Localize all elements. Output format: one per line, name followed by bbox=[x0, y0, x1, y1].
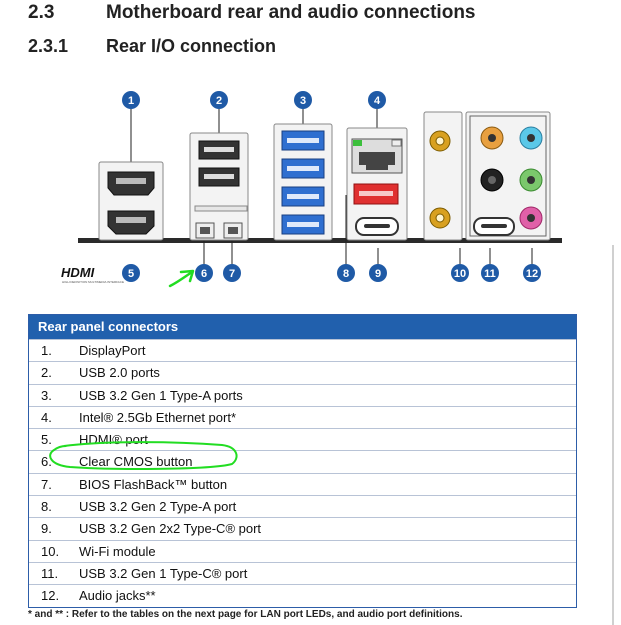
callout-5 bbox=[122, 264, 140, 282]
table-row bbox=[29, 406, 576, 428]
callout-11 bbox=[481, 264, 499, 282]
svg-text:HIGH DEFINITION MULTIMEDIA INT: HIGH DEFINITION MULTIMEDIA INTERFACE bbox=[62, 280, 124, 284]
callout-1 bbox=[122, 91, 140, 109]
usb2-housing bbox=[190, 133, 248, 240]
page-edge-line bbox=[612, 245, 614, 625]
callout-10 bbox=[451, 264, 469, 282]
row-label: DisplayPort bbox=[79, 343, 146, 358]
lan-usb-housing bbox=[347, 128, 407, 240]
callout-1-text: 1 bbox=[127, 95, 135, 107]
callout-2 bbox=[210, 91, 228, 109]
table-row bbox=[29, 450, 576, 472]
table-row bbox=[29, 384, 576, 406]
row-number: 1. bbox=[41, 343, 52, 358]
callout-11-text: 11 bbox=[484, 268, 496, 280]
callout-7 bbox=[223, 264, 241, 282]
row-label: BIOS FlashBack™ button bbox=[79, 476, 228, 492]
row-label: Wi-Fi module bbox=[79, 543, 156, 559]
table-row bbox=[29, 473, 576, 495]
callout-8-text: 8 bbox=[342, 268, 350, 280]
row-number: 11. bbox=[41, 565, 59, 581]
table-row bbox=[29, 339, 576, 361]
row-number: 9. bbox=[41, 521, 52, 537]
table-row bbox=[29, 562, 576, 584]
row-label: Intel® 2.5Gb Ethernet port* bbox=[79, 409, 237, 425]
displayport-hdmi-housing bbox=[99, 162, 163, 240]
row-label: Clear CMOS button bbox=[79, 454, 193, 470]
table-row bbox=[29, 428, 576, 450]
hdmi-logo bbox=[61, 265, 124, 284]
callout-8 bbox=[337, 264, 355, 282]
row-label: Audio jacks** bbox=[79, 588, 156, 604]
row-label: USB 2.0 ports bbox=[79, 365, 160, 381]
row-number: 7. bbox=[41, 476, 52, 492]
table-row bbox=[29, 540, 576, 562]
rear-panel-table bbox=[28, 314, 577, 608]
section-number: 2.3 bbox=[28, 2, 55, 23]
callout-3 bbox=[294, 91, 312, 109]
callout-4 bbox=[368, 91, 386, 109]
callout-5-text: 5 bbox=[127, 268, 135, 280]
callout-9-text: 9 bbox=[374, 268, 382, 280]
section-title: Motherboard rear and audio connections bbox=[106, 2, 476, 23]
subsection-number: 2.3.1 bbox=[28, 36, 69, 56]
callout-10-text: 10 bbox=[453, 268, 467, 280]
row-label: USB 3.2 Gen 2 Type-A port bbox=[79, 499, 237, 515]
row-number: 12. bbox=[41, 588, 60, 604]
table-row bbox=[29, 361, 576, 383]
callout-6-text: 6 bbox=[200, 268, 208, 280]
row-number: 4. bbox=[41, 409, 52, 425]
table-row bbox=[29, 517, 576, 539]
footnote: * and ** : Refer to the tables on the next page for LAN port LEDs, and audio port definitions. bbox=[28, 609, 463, 620]
rear-io-diagram bbox=[0, 85, 621, 295]
callout-4-text: 4 bbox=[373, 95, 381, 107]
row-number: 10. bbox=[41, 543, 60, 559]
row-number: 6. bbox=[41, 454, 52, 470]
row-label: USB 3.2 Gen 1 Type-A ports bbox=[79, 387, 243, 403]
callout-2-text: 2 bbox=[215, 95, 223, 107]
row-label: USB 3.2 Gen 2x2 Type-C® port bbox=[79, 521, 262, 537]
table-header: Rear panel connectors bbox=[29, 315, 576, 339]
audio-housing bbox=[466, 112, 550, 240]
row-number: 8. bbox=[41, 499, 52, 515]
callout-12 bbox=[523, 264, 541, 282]
subsection-title: Rear I/O connection bbox=[106, 36, 277, 56]
table-row bbox=[29, 584, 576, 606]
row-number: 2. bbox=[41, 365, 52, 381]
row-number: 5. bbox=[41, 432, 52, 448]
row-label: HDMI® port bbox=[79, 432, 148, 448]
wifi-housing bbox=[424, 112, 462, 240]
callout-6 bbox=[195, 264, 213, 282]
row-number: 3. bbox=[41, 387, 52, 403]
callout-3-text: 3 bbox=[299, 95, 307, 107]
usb3-housing bbox=[274, 124, 332, 240]
callout-9 bbox=[369, 264, 387, 282]
callout-7-text: 7 bbox=[228, 268, 236, 280]
row-label: USB 3.2 Gen 1 Type-C® port bbox=[79, 565, 248, 581]
hdmi-logo-text: HDMI bbox=[61, 265, 95, 280]
table-row bbox=[29, 495, 576, 517]
callout-12-text: 12 bbox=[525, 268, 539, 280]
